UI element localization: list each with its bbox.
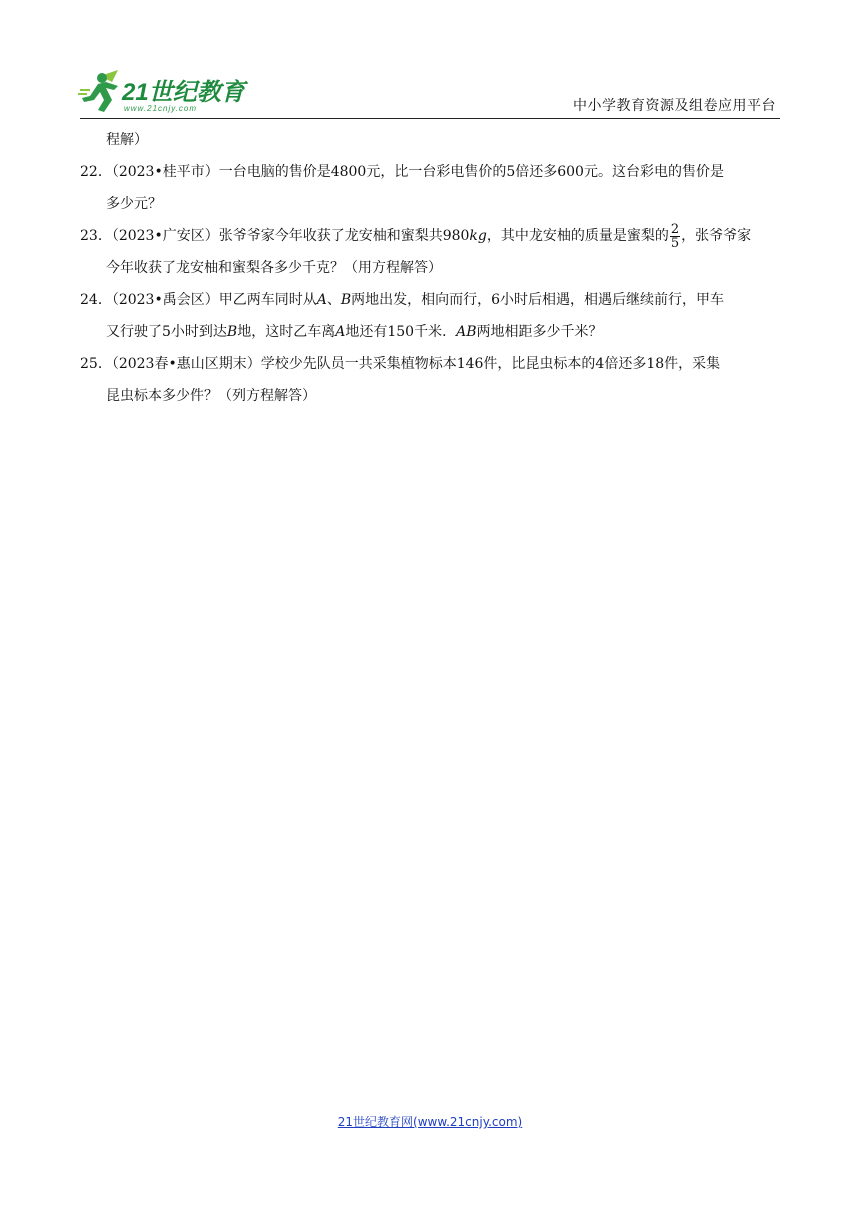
q24-point-a-2: A bbox=[335, 324, 346, 340]
q24-text-f: 地还有150千米． bbox=[345, 324, 457, 340]
q23-unit: kg bbox=[469, 228, 487, 244]
q22-line1: 22．（2023•桂平市）一台电脑的售价是4800元，比一台彩电售价的5倍还多600元。这台彩电的售价是 bbox=[80, 164, 724, 180]
q24-text-c: 两地出发，相向而行，6小时后相遇，相遇后继续前行，甲车 bbox=[351, 292, 725, 308]
q24-text-b: 、 bbox=[326, 292, 341, 308]
svg-text:21世纪教育: 21世纪教育 bbox=[122, 79, 245, 106]
fraction-numerator: 2 bbox=[670, 221, 680, 237]
q23-text-c: ，张爷爷家 bbox=[681, 228, 752, 244]
q24-point-b-2: B bbox=[226, 324, 238, 340]
question-23 bbox=[80, 220, 780, 284]
q24-text-g: 两地相距多少千米？ bbox=[476, 324, 603, 340]
q21-continuation: 程解） bbox=[106, 132, 148, 148]
q23-line1 bbox=[80, 220, 780, 252]
header-divider bbox=[80, 118, 780, 119]
q24-segment-ab: AB bbox=[456, 324, 477, 340]
fraction-two-fifths bbox=[670, 223, 680, 250]
svg-text:www.21cnjy.com: www.21cnjy.com bbox=[124, 104, 197, 113]
q23-line2: 今年收获了龙安柚和蜜梨各多少千克？（用方程解答） bbox=[106, 260, 442, 276]
question-24 bbox=[80, 284, 780, 348]
q22-line2: 多少元？ bbox=[106, 196, 162, 212]
q25-line1: 25．（2023春•惠山区期末）学校少先队员一共采集植物标本146件，比昆虫标本的4倍还多18件，采集 bbox=[80, 356, 721, 372]
q23-text-a: 23．（2023•广安区）张爷爷家今年收获了龙安柚和蜜梨共980 bbox=[80, 228, 470, 244]
q24-point-a: A bbox=[316, 292, 327, 308]
q25-line2: 昆虫标本多少件？（列方程解答） bbox=[106, 388, 316, 404]
fraction-denominator: 5 bbox=[670, 235, 680, 251]
q24-text-e: 地，这时乙车离 bbox=[237, 324, 336, 340]
q24-point-b: B bbox=[340, 292, 352, 308]
q23-text-b: ，其中龙安柚的质量是蜜梨的 bbox=[486, 228, 669, 244]
q24-text-d: 又行驶了5小时到达 bbox=[106, 324, 227, 340]
logo-runner-icon bbox=[78, 66, 258, 116]
question-list bbox=[80, 124, 780, 412]
footer-link[interactable]: 21世纪教育网(www.21cnjy.com) bbox=[337, 1115, 523, 1129]
q24-text-a: 24．（2023•禹会区）甲乙两车同时从 bbox=[80, 292, 317, 308]
q24-line1 bbox=[80, 284, 780, 316]
logo bbox=[78, 66, 258, 116]
q24-line2 bbox=[80, 316, 780, 348]
question-22 bbox=[80, 156, 780, 220]
page-footer bbox=[0, 1113, 860, 1130]
question-25 bbox=[80, 348, 780, 412]
platform-title: 中小学教育资源及组卷应用平台 bbox=[573, 98, 776, 114]
page-header bbox=[0, 0, 860, 120]
